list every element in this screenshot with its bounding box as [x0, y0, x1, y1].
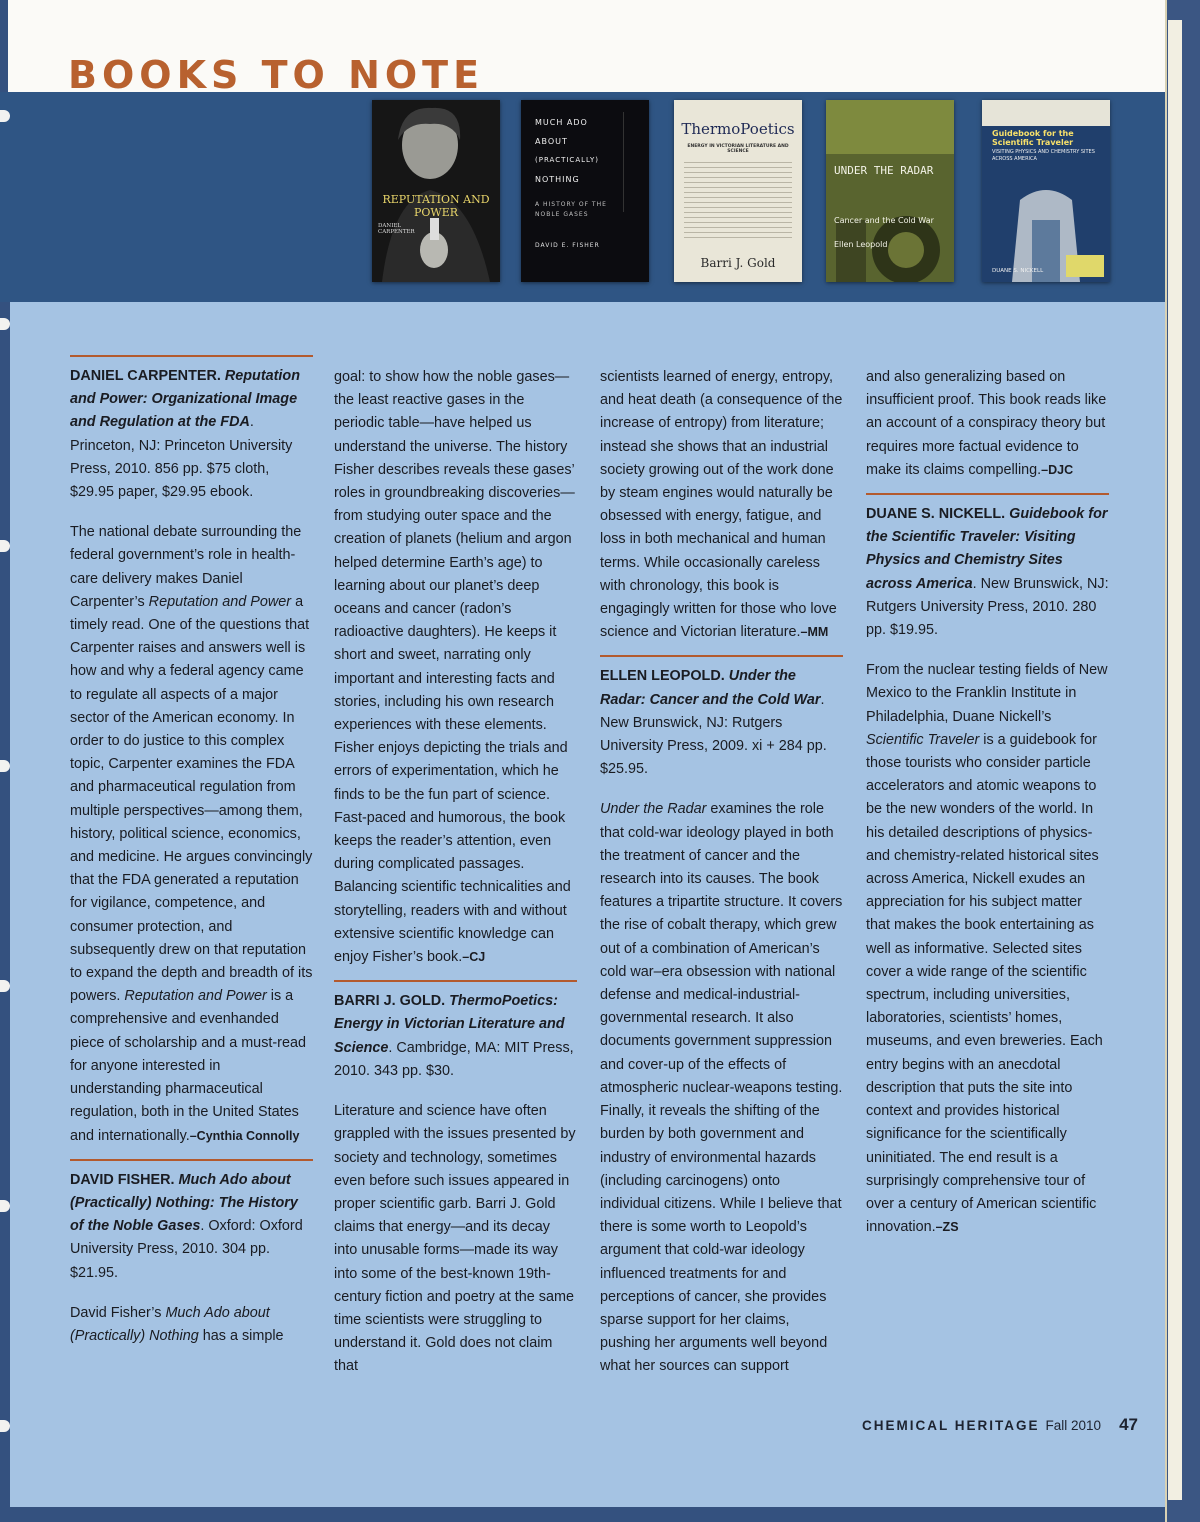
entry-divider	[70, 1159, 313, 1161]
review-text-italic: Reputation and Power	[148, 593, 292, 610]
reviewer-signature: –MM	[800, 625, 829, 640]
review-publication: . New Brunswick, NJ: Rutgers University Press, 2010. 280 pp. $19.95.	[866, 575, 1109, 639]
reviewer-signature: –Cynthia Connolly	[189, 1128, 300, 1143]
review-leopold-body-continued	[866, 366, 1109, 482]
review-text: The national debate surrounding the federal government’s role in health-care delivery makes Daniel Carpenter’s	[70, 524, 302, 610]
review-nickell-heading	[866, 503, 1109, 642]
review-author: DAVID FISHER.	[70, 1171, 175, 1188]
review-gold-body	[334, 1100, 577, 1378]
cover-author: Barri J. Gold	[700, 256, 776, 270]
cover-reputation-and-power	[372, 100, 500, 282]
review-leopold-body	[600, 798, 843, 1378]
binder-spine-strip	[1168, 20, 1182, 1500]
entry-divider	[70, 355, 313, 357]
cover-title: UNDER THE RADAR	[834, 164, 934, 177]
binder-hole	[0, 760, 10, 772]
entry-divider	[600, 655, 843, 657]
review-text: is a guidebook for those tourists who consider particle accelerators and atomic weapons to be the new wonders of the world. In his detailed descriptions of physics- and chemistry-related historical sites across America, Nickell exudes an appreciation for his subject matter that makes the book entertaining as well as informative. Selected sites cover a wide range of the scientific spectrum, including universities, laboratories, scientists’ homes, museums, and even breweries. Each entry begins with an anecdotal description that puts the site into context and provides historical significance for the scientifically uninitiated. The end result is a surprisingly comprehensive tour of over a century of American scientific innovation.	[866, 731, 1103, 1236]
review-nickell-body	[866, 659, 1109, 1239]
review-author: BARRI J. GOLD.	[334, 993, 446, 1010]
binder-holes	[0, 100, 12, 1500]
review-text: goal: to show how the noble gases—the least reactive gases in the periodic table—have helped us understand the universe. The history Fisher describes reveals these gases’ roles in groundbreaking discoveries—from studying outer space and the creation of planets (helium and argon helped determine Earth’s age) to learning about our planet’s deep oceans and cancer (radon’s radioactive daughters). He keeps it short and sweet, narrating only important and interesting facts and stories, including his own research experiences with these elements. Fisher enjoys depicting the trials and errors of experimentation, which he finds to be the fun part of science. Fast-paced and humorous, the book keeps the reader’s attention, even during complicated passages. Balancing scientific technicalities and storytelling, readers with and without extensive scientific knowledge can enjoy Fisher’s book.	[334, 369, 575, 966]
cover-subtitle: VISITING PHYSICS AND CHEMISTRY SITES ACROSS AMERICA	[992, 149, 1095, 162]
cover-title: Guidebook for the Scientific Traveler	[992, 129, 1074, 147]
cover-author: Ellen Leopold	[834, 240, 888, 249]
building-illustration	[982, 100, 1110, 282]
review-text-italic: Much Ado about (Practically) Nothing	[70, 1304, 270, 1344]
review-text: examines the role that cold-war ideology played in both the treatment of cancer and the research into its causes. The book features a tripartite structure. It covers the rise of cobalt therapy, which grew out of a combination of American’s cold war–era obsession with national defense and medical-industrial-governmental research. It also documents government suppression and cover-up of the effects of atmospheric nuclear-weapons testing. Finally, it reveals the shifting of the burden by both government and industry of environmental hazards (including carcinogens) onto individual citizens. While I believe that there is some worth to Leopold’s argument that cold-war ideology influenced treatments for and perceptions of cancer, she provides sparse support for her claims, pushing her arguments well beyond what her sources can support	[600, 801, 843, 1375]
cover-subtitle: Cancer and the Cold War	[834, 216, 934, 225]
reviewer-signature: –ZS	[935, 1220, 959, 1235]
cover-line3: (PRACTICALLY)	[535, 156, 599, 164]
review-book-title: Guidebook for the Scientific Traveler: Visiting Physics and Chemistry Sites across America	[866, 506, 1108, 592]
review-text: has a simple	[198, 1327, 284, 1344]
cover-much-ado	[521, 100, 649, 282]
review-fisher-body-continued	[334, 366, 577, 969]
cover-author: DANIEL CARPENTER	[378, 223, 415, 235]
review-author: DUANE S. NICKELL.	[866, 506, 1006, 523]
review-carpenter-heading	[70, 365, 313, 504]
review-publication: . New Brunswick, NJ: Rutgers University Press, 2009. xi + 284 pp. $25.95.	[600, 691, 827, 778]
review-text: From the nuclear testing fields of New Mexico to the Franklin Institute in Philadelphia, Duane Nickell’s	[866, 662, 1108, 725]
review-text-italic: Scientific Traveler	[866, 731, 980, 748]
binder-hole	[0, 980, 10, 992]
column-3	[600, 366, 843, 1396]
page-number: 47	[1119, 1415, 1138, 1434]
cover-subtitle: A HISTORY OF THE NOBLE GASES	[535, 201, 607, 218]
periodic-strip	[623, 112, 642, 212]
radar-machine-illustration	[826, 100, 954, 282]
review-gold-heading	[334, 990, 577, 1083]
reviewer-signature: –DJC	[1041, 462, 1074, 477]
page-title: BOOKS TO NOTE	[68, 53, 485, 97]
binder-hole	[0, 110, 10, 122]
review-text: is a comprehensive and evenhanded piece of scholarship and a must-read for anyone interested in understanding pharmaceutical regulation, both in the United States and internationally.	[70, 988, 306, 1144]
issue-label: Fall 2010	[1045, 1418, 1102, 1433]
cover-thermopoetics	[674, 100, 802, 282]
column-2	[334, 366, 577, 1396]
review-book-title: Much Ado about (Practically) Nothing: The History of the Noble Gases	[70, 1171, 298, 1235]
binder-hole	[0, 540, 10, 552]
cover-under-the-radar	[826, 100, 954, 282]
review-author: ELLEN LEOPOLD.	[600, 668, 725, 685]
review-text-italic: Reputation and Power	[124, 988, 267, 1005]
cover-title: REPUTATION AND POWER	[382, 193, 490, 219]
review-leopold-heading	[600, 665, 843, 781]
cover-author: DUANE S. NICKELL	[992, 268, 1044, 274]
review-text-italic: Under the Radar	[600, 801, 707, 818]
cover-line4: NOTHING	[535, 175, 580, 184]
column-4	[866, 366, 1109, 1256]
cover-subtitle: ENERGY IN VICTORIAN LITERATURE AND SCIENCE	[687, 144, 789, 154]
review-book-title: Reputation and Power: Organizational Image and Regulation at the FDA	[70, 368, 301, 431]
binder-hole	[0, 318, 10, 330]
review-fisher-body	[70, 1302, 313, 1348]
entry-divider	[334, 980, 577, 982]
review-author: DANIEL CARPENTER.	[70, 368, 221, 384]
review-publication: . Cambridge, MA: MIT Press, 2010. 343 pp. $30.	[334, 1039, 574, 1079]
column-1	[70, 355, 313, 1365]
review-text: Literature and science have often grappled with the issues presented by society and technology, sometimes even before such issues appeared in proper scientific garb. Barri J. Gold claims that energy—and its decay into unusable forms—made its way into some of the best-known 19th-century fiction and poetry at the same time scientists were struggling to understand it. Gold does not claim that	[334, 1103, 576, 1375]
binder-hole	[0, 1200, 10, 1212]
cover-title: ThermoPoetics	[681, 120, 795, 138]
review-fisher-heading	[70, 1169, 313, 1285]
portrait-illustration	[372, 100, 500, 282]
review-book-title: Under the Radar: Cancer and the Cold War	[600, 668, 821, 708]
binder-hole	[0, 1420, 10, 1432]
entry-divider	[866, 493, 1109, 495]
review-publication: . Princeton, NJ: Princeton University Press, 2010. 856 pp. $75 cloth, $29.95 paper, $29.95 ebook.	[70, 414, 293, 501]
cover-scientific-traveler	[982, 100, 1110, 282]
cover-line2: ABOUT	[535, 137, 568, 146]
magazine-name: CHEMICAL HERITAGE	[862, 1418, 1040, 1433]
cover-text-block	[684, 158, 792, 238]
reviewer-signature: –CJ	[462, 950, 486, 965]
review-text: scientists learned of energy, entropy, and heat death (a consequence of the increase of entropy) from literature; instead she shows that an industrial society growing out of the work done by steam engines would naturally be obsessed with energy, fatigue, and loss in both mechanical and human terms. While occasionally careless with chronology, this book is engagingly written for those who love science and Victorian literature.	[600, 369, 843, 641]
review-text: a timely read. One of the questions that Carpenter raises and answers well is how and why a federal agency came to regulate all aspects of a major sector of the American economy. In order to do justice to this complex topic, Carpenter examines the FDA and pharmaceutical regulation from multiple perspectives—among them, history, political science, economics, and medicine. He argues convincingly that the FDA generated a reputation for vigilance, competence, and consumer protection, and subsequently drew on that reputation to expand the depth and breadth of its powers.	[70, 593, 313, 1005]
page-footer	[862, 1415, 1138, 1435]
review-text: David Fisher’s	[70, 1304, 166, 1321]
cover-line1: MUCH ADO	[535, 118, 588, 127]
review-publication: . Oxford: Oxford University Press, 2010. 304 pp. $21.95.	[70, 1218, 303, 1281]
review-carpenter-body	[70, 521, 313, 1147]
review-text: and also generalizing based on insufficient proof. This book reads like an account of a conspiracy theory but requires more factual evidence to make its claims compelling.	[866, 369, 1107, 478]
review-book-title: ThermoPoetics: Energy in Victorian Literature and Science	[334, 993, 565, 1056]
cover-author: DAVID E. FISHER	[535, 242, 600, 249]
review-gold-body-continued	[600, 366, 843, 644]
